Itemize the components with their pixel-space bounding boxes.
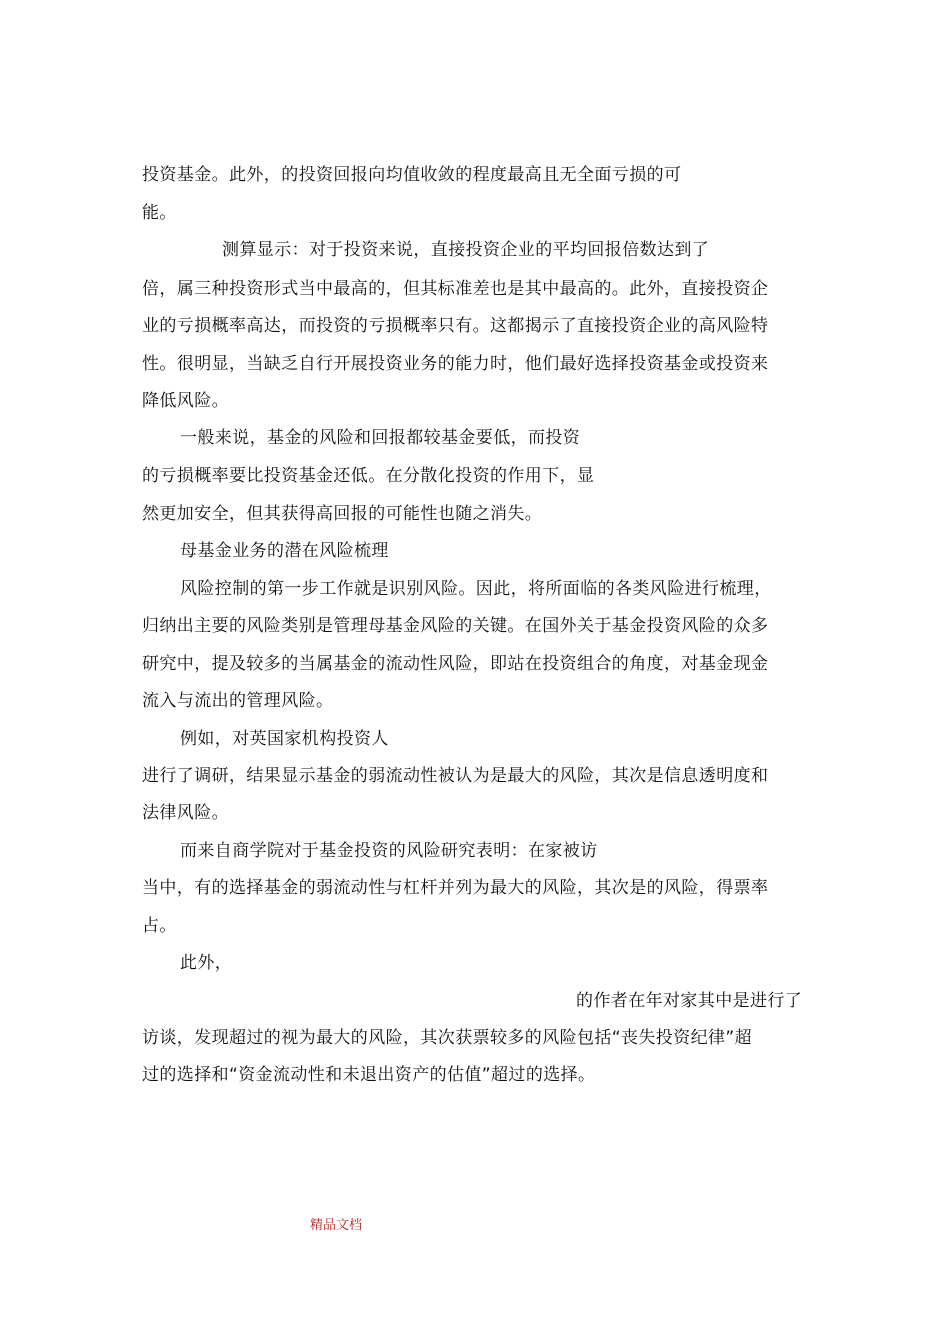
text-line-13: 归纳出主要的风险类别是管理母基金风险的关键。在国外关于基金投资风险的众多 — [142, 616, 769, 636]
text-line-18: 法律风险。 — [142, 803, 229, 823]
text-line-2: 能。 — [142, 203, 177, 223]
text-line-21: 占。 — [142, 916, 177, 936]
text-line-25: 过的选择和“资金流动性和未退出资产的估值”超过的选择。 — [142, 1065, 596, 1085]
text-line-4: 倍，属三种投资形式当中最高的，但其标准差也是其中最高的。此外，直接投资企 — [142, 279, 769, 299]
text-line-3: 测算显示：对于投资来说，直接投资企业的平均回报倍数达到了 — [222, 240, 710, 260]
text-line-7: 降低风险。 — [142, 391, 229, 411]
text-line-24: 访谈，发现超过的视为最大的风险，其次获票较多的风险包括“丧失投资纪律”超 — [142, 1028, 753, 1048]
text-line-12: 风险控制的第一步工作就是识别风险。因此，将所面临的各类风险进行梳理， — [180, 579, 772, 599]
text-line-6: 性。很明显，当缺乏自行开展投资业务的能力时，他们最好选择投资基金或投资来 — [142, 354, 769, 374]
text-line-8: 一般来说，基金的风险和回报都较基金要低，而投资 — [180, 428, 581, 448]
text-line-9: 的亏损概率要比投资基金还低。在分散化投资的作用下，显 — [142, 466, 595, 486]
text-line-1: 投资基金。此外，的投资回报向均值收敛的程度最高且无全面亏损的可 — [142, 165, 682, 185]
text-line-15: 流入与流出的管理风险。 — [142, 691, 334, 711]
text-line-20: 当中，有的选择基金的弱流动性与杠杆并列为最大的风险，其次是的风险，得票率 — [142, 878, 769, 898]
text-line-10: 然更加安全，但其获得高回报的可能性也随之消失。 — [142, 504, 543, 524]
text-line-22: 此外， — [180, 953, 233, 973]
text-line-5: 业的亏损概率高达，而投资的亏损概率只有。这都揭示了直接投资企业的高风险特 — [142, 316, 769, 336]
text-line-19: 而来自商学院对于基金投资的风险研究表明：在家被访 — [180, 841, 598, 861]
text-line-17: 进行了调研，结果显示基金的弱流动性被认为是最大的风险，其次是信息透明度和 — [142, 766, 769, 786]
text-line-23: 的作者在年对家其中是进行了 — [576, 991, 803, 1011]
footer-label: 精品文档 — [310, 1218, 363, 1233]
text-line-16: 例如，对英国家机构投资人 — [180, 729, 389, 749]
section-heading: 母基金业务的潜在风险梳理 — [180, 541, 389, 561]
text-line-14: 研究中，提及较多的当属基金的流动性风险，即站在投资组合的角度，对基金现金 — [142, 654, 769, 674]
